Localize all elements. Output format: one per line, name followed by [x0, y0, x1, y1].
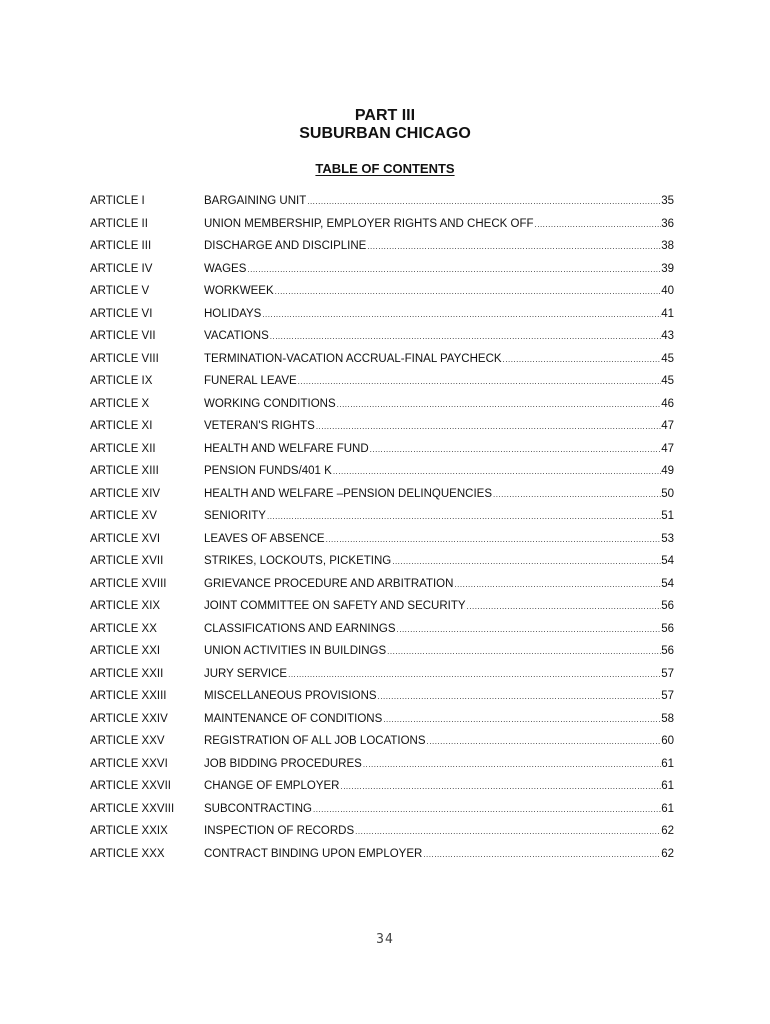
dot-leader — [366, 239, 661, 255]
toc-article-title: BARGAINING UNIT — [204, 195, 307, 207]
toc-page-number: 54 — [661, 555, 674, 567]
toc-entry — [90, 508, 674, 531]
toc-entry-line — [204, 508, 674, 525]
toc-article-title: WORKWEEK — [204, 285, 274, 297]
dot-leader — [466, 599, 662, 615]
toc-entry — [90, 801, 674, 824]
dot-leader — [339, 779, 661, 795]
toc-article-title: JURY SERVICE — [204, 667, 288, 680]
region-title: SUBURBAN CHICAGO — [299, 125, 471, 142]
toc-article-number: ARTICLE XII — [90, 442, 156, 455]
toc-article-number: ARTICLE XX — [90, 622, 157, 635]
toc-entry-line — [204, 396, 674, 413]
toc-entry — [90, 351, 674, 374]
toc-article-title: MISCELLANEOUS PROVISIONS — [204, 690, 377, 702]
toc-entry-line — [204, 283, 674, 300]
toc-entry — [90, 711, 674, 734]
toc-heading — [0, 161, 770, 177]
toc-entry — [90, 688, 674, 711]
toc-entry — [90, 733, 674, 756]
toc-entry-line — [204, 351, 674, 368]
toc-article-title: CONTRACT BINDING UPON EMPLOYER — [204, 847, 423, 860]
page-number: 34 — [376, 932, 394, 947]
toc-entry-line — [204, 531, 674, 548]
dot-leader — [422, 847, 661, 863]
toc-entry — [90, 778, 674, 801]
toc-article-number: ARTICLE XXIX — [90, 825, 168, 837]
toc-entry-line — [204, 553, 674, 570]
dot-leader — [336, 397, 662, 413]
toc-entry-line — [204, 238, 674, 255]
toc-page-number: 54 — [661, 577, 674, 590]
toc-article-title: PENSION FUNDS/401 K — [204, 465, 332, 477]
toc-page-number: 50 — [661, 487, 674, 500]
toc-entry-line — [204, 688, 674, 705]
toc-entry-line — [204, 643, 674, 660]
toc-article-number: ARTICLE VIII — [90, 352, 159, 365]
dot-leader — [306, 194, 661, 210]
dot-leader — [354, 824, 661, 840]
toc-article-title: VACATIONS — [204, 330, 269, 342]
toc-article-number: ARTICLE XXI — [90, 645, 161, 657]
toc-article-title: SUBCONTRACTING — [204, 802, 312, 815]
toc-entry-line — [204, 193, 674, 210]
toc-entry-line — [204, 441, 674, 458]
toc-entry — [90, 486, 674, 509]
toc-article-number: ARTICLE V — [90, 285, 150, 297]
toc-article-title: TERMINATION-VACATION ACCRUAL-FINAL PAYCHECK — [204, 352, 502, 365]
toc-entry — [90, 396, 674, 419]
dot-leader — [274, 284, 662, 300]
toc-entry — [90, 823, 674, 846]
toc-entry-line — [204, 328, 674, 345]
table-of-contents — [90, 193, 674, 868]
toc-entry-line — [204, 598, 674, 615]
dot-leader — [287, 667, 661, 683]
toc-page-number: 57 — [661, 667, 674, 680]
toc-article-number: ARTICLE XXIV — [90, 712, 168, 725]
toc-entry — [90, 463, 674, 486]
toc-entry — [90, 283, 674, 306]
toc-entry — [90, 441, 674, 464]
dot-leader — [391, 554, 661, 570]
toc-entry-line — [204, 846, 674, 863]
toc-page-number: 47 — [661, 420, 674, 432]
toc-entry-line — [204, 823, 674, 840]
toc-entry — [90, 666, 674, 689]
toc-entry — [90, 418, 674, 441]
toc-page-number: 36 — [661, 217, 674, 230]
toc-article-title: CHANGE OF EMPLOYER — [204, 780, 340, 792]
toc-page-number: 58 — [661, 712, 674, 725]
toc-article-number: ARTICLE IX — [90, 375, 153, 387]
toc-entry-line — [204, 576, 674, 593]
toc-entry-line — [204, 373, 674, 390]
toc-entry — [90, 621, 674, 644]
toc-entry — [90, 598, 674, 621]
toc-page-number: 61 — [661, 780, 674, 792]
toc-article-title: LEAVES OF ABSENCE — [204, 532, 325, 545]
toc-page-number: 51 — [661, 510, 674, 522]
toc-page-number: 56 — [661, 600, 674, 612]
toc-entry — [90, 238, 674, 261]
toc-article-number: ARTICLE VI — [90, 307, 153, 320]
toc-page-number: 49 — [661, 465, 674, 477]
toc-article-title: GRIEVANCE PROCEDURE AND ARBITRATION — [204, 577, 454, 590]
toc-article-title: UNION ACTIVITIES IN BUILDINGS — [204, 645, 387, 657]
dot-leader — [261, 307, 661, 323]
toc-page-number: 40 — [661, 285, 674, 297]
toc-entry — [90, 306, 674, 329]
toc-page-number: 61 — [661, 757, 674, 770]
dot-leader — [297, 374, 662, 390]
toc-page-number: 62 — [661, 825, 674, 837]
toc-article-number: ARTICLE XXVIII — [90, 802, 175, 815]
toc-page-number: 56 — [661, 645, 674, 657]
toc-article-number: ARTICLE XXVI — [90, 757, 168, 770]
dot-leader — [396, 622, 662, 638]
toc-page-number: 41 — [661, 307, 674, 320]
toc-entry — [90, 328, 674, 351]
toc-article-title: SENIORITY — [204, 510, 266, 522]
toc-page-number: 39 — [661, 262, 674, 275]
toc-article-number: ARTICLE III — [90, 240, 152, 252]
toc-page-number: 61 — [661, 802, 674, 815]
dot-leader — [266, 509, 661, 525]
toc-entry-line — [204, 778, 674, 795]
toc-article-number: ARTICLE XXV — [90, 735, 165, 747]
toc-article-number: ARTICLE XI — [90, 420, 153, 432]
dot-leader — [492, 487, 661, 503]
toc-article-title: FUNERAL LEAVE — [204, 375, 297, 387]
toc-article-title: HEALTH AND WELFARE FUND — [204, 442, 369, 455]
dot-leader — [312, 802, 661, 818]
toc-heading-text: TABLE OF CONTENTS — [315, 161, 455, 176]
toc-article-title: UNION MEMBERSHIP, EMPLOYER RIGHTS AND CHECK OFF — [204, 217, 534, 230]
toc-page-number: 60 — [661, 735, 674, 747]
dot-leader — [315, 419, 661, 435]
toc-entry-line — [204, 306, 674, 323]
toc-article-number: ARTICLE XXX — [90, 847, 165, 860]
toc-page-number: 57 — [661, 690, 674, 702]
toc-page-number: 46 — [661, 397, 674, 410]
toc-page-number: 45 — [661, 375, 674, 387]
toc-article-title: CLASSIFICATIONS AND EARNINGS — [204, 622, 396, 635]
toc-article-title: JOINT COMMITTEE ON SAFETY AND SECURITY — [204, 600, 466, 612]
toc-page-number: 45 — [661, 352, 674, 365]
dot-leader — [502, 352, 662, 368]
toc-article-number: ARTICLE XV — [90, 510, 157, 522]
dot-leader — [362, 757, 661, 773]
toc-entry — [90, 553, 674, 576]
toc-article-number: ARTICLE VII — [90, 330, 156, 342]
toc-entry-line — [204, 756, 674, 773]
toc-article-title: WAGES — [204, 262, 247, 275]
toc-article-title: DISCHARGE AND DISCIPLINE — [204, 240, 367, 252]
dot-leader — [369, 442, 662, 458]
toc-entry-line — [204, 711, 674, 728]
toc-page-number: 62 — [661, 847, 674, 860]
toc-page-number: 35 — [661, 195, 674, 207]
toc-entry — [90, 756, 674, 779]
toc-article-number: ARTICLE I — [90, 195, 145, 207]
toc-entry-line — [204, 621, 674, 638]
dot-leader — [426, 734, 662, 750]
toc-entry-line — [204, 733, 674, 750]
toc-page-number: 38 — [661, 240, 674, 252]
toc-entry — [90, 216, 674, 239]
toc-article-title: REGISTRATION OF ALL JOB LOCATIONS — [204, 735, 426, 747]
toc-entry — [90, 846, 674, 869]
dot-leader — [377, 689, 662, 705]
toc-entry-line — [204, 801, 674, 818]
toc-article-number: ARTICLE XIX — [90, 600, 161, 612]
dot-leader — [453, 577, 661, 593]
toc-article-number: ARTICLE II — [90, 217, 148, 230]
toc-article-title: INSPECTION OF RECORDS — [204, 825, 355, 837]
toc-entry-line — [204, 216, 674, 233]
dot-leader — [386, 644, 661, 660]
toc-entry — [90, 531, 674, 554]
toc-article-number: ARTICLE XXIII — [90, 690, 167, 702]
toc-article-title: STRIKES, LOCKOUTS, PICKETING — [204, 555, 392, 567]
toc-article-title: VETERAN'S RIGHTS — [204, 420, 315, 432]
toc-article-number: ARTICLE XIV — [90, 487, 161, 500]
toc-page-number: 43 — [661, 330, 674, 342]
part-title: PART III — [354, 107, 416, 124]
toc-article-number: ARTICLE XVI — [90, 532, 161, 545]
toc-article-number: ARTICLE XVII — [90, 555, 164, 567]
toc-entry-line — [204, 463, 674, 480]
toc-article-title: HEALTH AND WELFARE –PENSION DELINQUENCIES — [204, 487, 492, 500]
dot-leader — [382, 712, 661, 728]
toc-entry — [90, 261, 674, 284]
toc-entry-line — [204, 418, 674, 435]
toc-page-number: 53 — [661, 532, 674, 545]
dot-leader — [332, 464, 661, 480]
toc-article-title: JOB BIDDING PROCEDURES — [204, 757, 362, 770]
toc-entry-line — [204, 486, 674, 503]
toc-article-number: ARTICLE XXVII — [90, 780, 171, 792]
toc-article-title: HOLIDAYS — [204, 307, 262, 320]
dot-leader — [269, 329, 661, 345]
toc-article-number: ARTICLE XXII — [90, 667, 164, 680]
toc-article-number: ARTICLE XIII — [90, 465, 159, 477]
toc-entry — [90, 193, 674, 216]
toc-entry — [90, 643, 674, 666]
toc-article-number: ARTICLE XVIII — [90, 577, 167, 590]
toc-article-title: MAINTENANCE OF CONDITIONS — [204, 712, 383, 725]
dot-leader — [246, 262, 661, 278]
dot-leader — [325, 532, 662, 548]
toc-entry-line — [204, 261, 674, 278]
toc-entry — [90, 373, 674, 396]
toc-article-number: ARTICLE IV — [90, 262, 153, 275]
toc-page-number: 47 — [661, 442, 674, 455]
toc-article-number: ARTICLE X — [90, 397, 150, 410]
dot-leader — [534, 217, 662, 233]
toc-article-title: WORKING CONDITIONS — [204, 397, 336, 410]
toc-page-number: 56 — [661, 622, 674, 635]
toc-entry — [90, 576, 674, 599]
toc-entry-line — [204, 666, 674, 683]
